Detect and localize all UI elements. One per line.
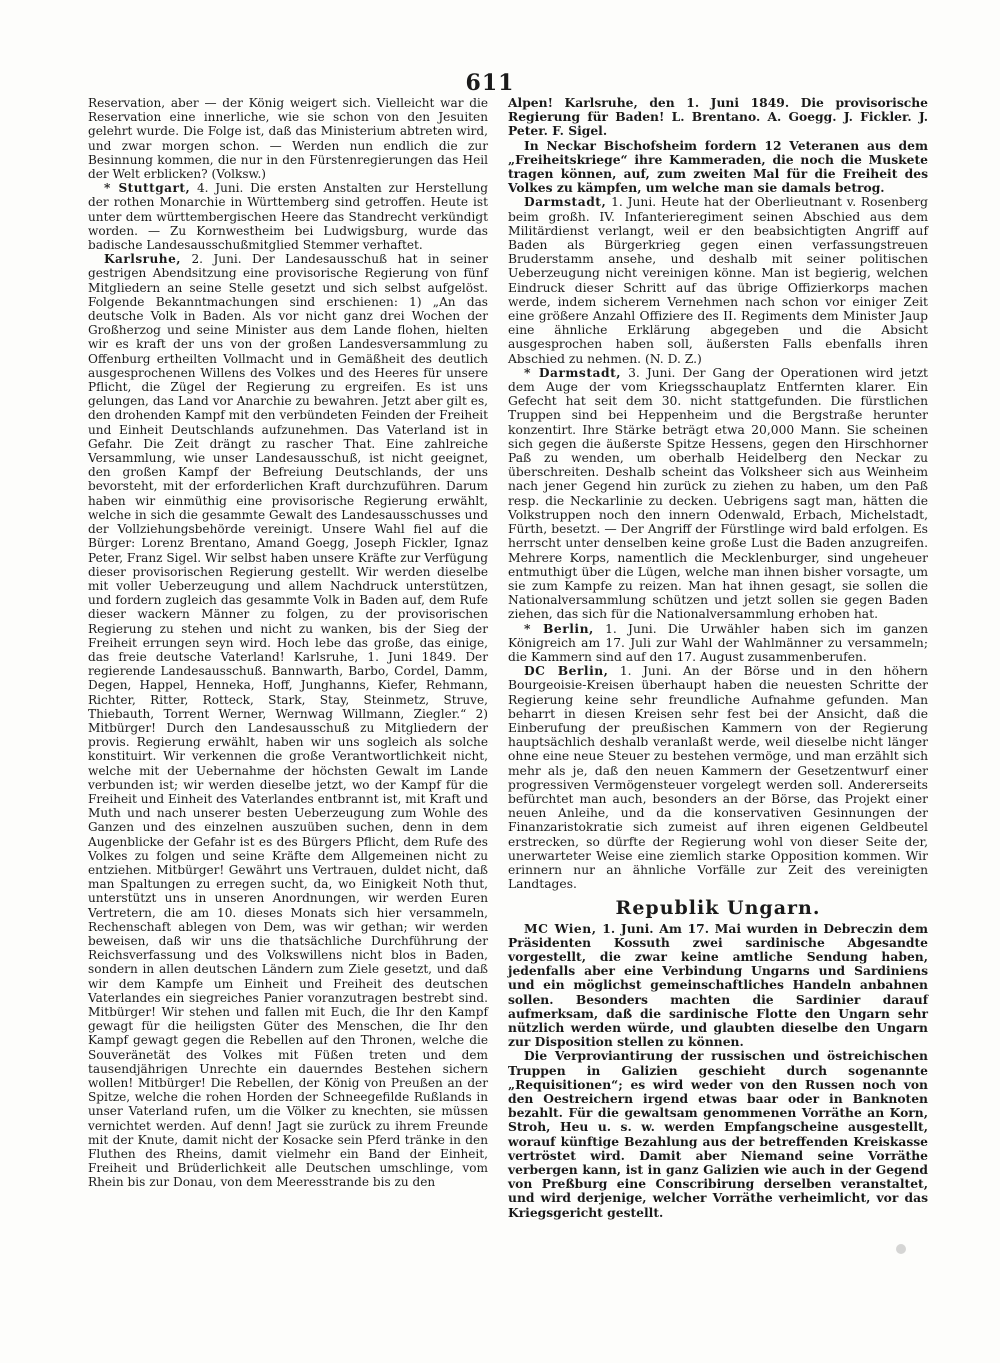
right-column	[508, 96, 928, 1220]
article-paragraph	[508, 366, 928, 622]
source-citation: (N. D. Z.)	[644, 351, 702, 366]
article-paragraph	[508, 96, 928, 139]
article-text: 4. Juni. Die ersten Anstalten zur Herstellung der rothen Monarchie in Württemberg sind getroffen. Heute ist unter dem württembergischen Heere das Standrecht verkündigt worden. — Zu Kornwestheim bei Ludwigsburg, wurde das badische Landesausschußmitglied Stemmer verhaftet.	[88, 181, 489, 253]
article-text: 1. Juni. Am 17. Mai wurden in Debreczin dem Präsidenten Kossuth zwei sardinische Abgesandte vorgestellt, die zwar keine amtliche Sendung haben, jedenfalls aber eine Verbindung Ungarns und Sardiniens und ein möglichst gemeinschaftliches Handeln anbahnen sollen. Besonders machten die Sardinier darauf aufmerksam, daß die sardinische Flotte den Ungarn sehr nützlich werden würde, und glaubten dieselbe den Ungarn zur Disposition stellen zu können.	[508, 920, 928, 1050]
dateline-place: MC Wien,	[524, 920, 597, 936]
dateline-place: * Stuttgart,	[104, 181, 191, 196]
page-number: 611	[465, 70, 515, 96]
article-paragraph	[508, 664, 928, 891]
dateline-place: Darmstadt,	[524, 194, 607, 210]
article-paragraph	[508, 139, 928, 196]
source-citation: (Volksw.)	[211, 167, 267, 182]
article-paragraph	[508, 1049, 928, 1219]
section-title: Republik Ungarn.	[615, 897, 821, 920]
article-text: 3. Juni. Der Gang der Operationen wird jetzt dem Auge der vom Kriegsschauplatz Entfernten klarer. Ein Gefecht hat seit dem 30. nicht stattgefunden. Die fürstlichen Truppen sind bei Heppenheim und die Bergstraße herunter konzentirt. Ihre Stärke beträgt etwa 20,000 Mann. Sie scheinen sich gegen die äußerste Spitze Hessens, gegen den Hirschhorner Paß zu wenden, um oberhalb Heidelberg den Neckar zu überschreiten. Deshalb scheint das Volksheer sich aus Weinheim nach jener Gegend hin zurück zu ziehen zu haben, um den Paß resp. die Neckarlinie zu decken. Uebrigens sagt man, hätten die Volkstruppen noch den innern Odenwald, Erbach, Michelstadt, Fürth, besetzt. — Der Angriff der Fürstlinge wird bald erfolgen. Es herrscht unter denselben keine große Lust die Baden anzugreifen. Mehrere Korps, namentlich die Mecklenburger, sind ungeheuer entmuthigt über die Lügen, welche man ihnen bisher vorsagte, um sie zum Kampfe zu reizen. Man hat ihnen gesagt, sie sollen die Nationalversammlung schützen und jetzt sollen sie gegen Baden ziehen, das sich für die Nationalversammlung erhoben hat.	[508, 365, 928, 622]
article-paragraph	[88, 252, 488, 1189]
article-paragraph	[508, 195, 928, 365]
dateline-place: * Darmstadt,	[524, 364, 622, 380]
article-text: 1. Juni. An der Börse und in den höhern Bourgeoisie-Kreisen überhaupt haben die neuesten Schritte der Regierung keine sehr freundliche Aufnahme gefunden. Man beharrt in diesen Kreisen sehr fest bei der Ansicht, daß die Einberufung der preußischen Kammern von der Regierung hauptsächlich deshalb veranlaßt werde, weil dieselbe nicht länger ohne eine neue Steuer zu bestehen vermöge, und man erzählt sich mehr als je, daß den neuen Kammern der Gesetzentwurf einer progressiven Vermögensteuer vorgelegt werden soll. Andererseits befürchtet man auch, besonders an der Börse, das Projekt einer neuen Anleihe, und da die konservativen Gesinnungen der Finanzaristokratie sich zumeist auf ihren eigenen Geldbeutel erstrecken, so dürfte der Regierung wohl von dieser Seite der, unerwarteter Weise eine ziemlich starke Opposition kommen. Wir erinnern nur an ähnliche Vorfälle zur Zeit des vereinigten Landtages.	[508, 664, 928, 892]
article-paragraph	[508, 922, 928, 1050]
article-paragraph	[508, 622, 928, 665]
article-text: Alpen! Karlsruhe, den 1. Juni 1849. Die provisorische Regierung für Baden! L. Brentano. A. Goegg. J. Fickler. J. Peter. F. Sigel.	[508, 95, 928, 139]
dateline-place: Karlsruhe,	[104, 252, 181, 267]
article-paragraph	[88, 96, 488, 181]
article-text: 1. Juni. Heute hat der Oberlieutnant v. Rosenberg beim großh. IV. Infanterieregiment seinen Abschied aus dem Militärdienst verlangt, weil er den beabsichtigten Angriff auf Baden als Bürgerkrieg gegen einen verfassungstreuen Bruderstamm ansehe, und deshalb mit seiner politischen Ueberzeugung nicht vereinigen könne. Man ist begierig, welchen Eindruck dieser Schritt auf das übrige Offizierkorps machen werde, indem sicherem Vernehmen nach schon vor einiger Zeit eine größere Anzahl Offiziere des II. Regiments dem Minister Jaup eine ähnliche Erklärung abgegeben und die Absicht ausgesprochen haben soll, äußersten Falls ebenfalls ihren Abschied zu nehmen.	[508, 195, 928, 366]
article-paragraph	[88, 181, 488, 252]
article-text: 2. Juni. Der Landesausschuß hat in seiner gestrigen Abendsitzung eine provisorische Regierung von fünf Mitgliedern an seine Stelle gesetzt und sich selbst aufgelöst. Folgende Bekanntmachungen sind erschienen: 1) „An das deutsche Volk in Baden. Als vor nicht ganz drei Wochen der Großherzog und seine Minister aus dem Lande flohen, hielten wir es kraft der uns von der großen Landesversammlung zu Offenburg ertheilten Vollmacht und in Gemäßheit des deutlich ausgesprochenen Willens des Volkes und des Heeres für unsere Pflicht, die Zügel der Regierung zu ergreifen. Es ist uns gelungen, das Land vor Anarchie zu bewahren. Jetzt aber gilt es, den drohenden Kampf mit den verbündeten Feinden der Freiheit und Einheit Deutschlands aufzunehmen. Das Vaterland ist in Gefahr. Die Zeit drängt zu rascher That. Eine zahlreiche Versammlung, wie unser Landesausschuß, ist nicht geeignet, den großen Kampf der Befreiung Deutschlands, der uns bevorsteht, mit der erforderlichen Kraft durchzuführen. Darum haben wir einmüthig eine provisorische Regierung erwählt, welche in sich die gesammte Gewalt des Landesausschusses und der Vollziehungsbehörde vereinigt. Unsere Wahl fiel auf die Bürger: Lorenz Brentano, Amand Goegg, Joseph Fickler, Ignaz Peter, Franz Sigel. Wir selbst haben unsere Kräfte zur Verfügung dieser provisorischen Regierung gestellt. Wir werden dieselbe mit voller Ueberzeugung und allem Nachdruck unterstützen, und fordern zugleich das gesammte Volk in Baden auf, dem Rufe dieser wackern Männer zu folgen, zu der provisorischen Regierung zu stehen und nicht zu wanken, bis der Sieg der Freiheit errungen seyn wird. Hoch lebe das große, das einige, das freie deutsche Vaterland! Karlsruhe, 1. Juni 1849. Der regierende Landesausschuß. Bannwarth, Barbo, Cordel, Damm, Degen, Happel, Henneka, Hoff, Junghanns, Kiefer, Rehmann, Richter, Ritter, Rotteck, Stark, Stay, Steinmetz, Struve, Thiebauth, Torrent Werner, Wernwag Willmann, Ziegler.“ 2) Mitbürger! Durch den Landesausschuß zu Mitgliedern der provis. Regierung erwählt, haben wir uns sogleich als solche konstituirt. Wir verkennen die große Verantwortlichkeit nicht, welche mit der Uebernahme der höchsten Gewalt im Lande verbunden ist; wir werden dieselbe jetzt, wo der Kampf für die Freiheit und Einheit des Vaterlandes entbrannt ist, mit Kraft und Muth und nach unserer besten Ueberzeugung zum Wohle des Ganzen und des einzelnen auszuüben suchen, denn in dem Augenblicke der Gefahr ist es des Bürgers Pflicht, dem Rufe des Volkes zu folgen und seine Kräfte dem Allgemeinen nicht zu entziehen. Mitbürger! Gewährt uns Vertrauen, duldet nicht, daß man Spaltungen zu erregen sucht, da, wo Einigkeit Noth thut, unterstützt uns in unseren Anordnungen, wir werden Euren Vertretern, die am 10. dieses Monats sich hier versammeln, Rechenschaft ablegen von Dem, was wir gethan; wir werden beweisen, daß wir uns die thatsächliche Durchführung der Reichsverfassung und des Volkswillens nicht blos in Baden, sondern in allen deutschen Ländern zum Ziele gesetzt, und daß wir dem Kampfe um Einheit und Freiheit des deutschen Vaterlandes ein siegreiches Panier voranzutragen bestrebt sind. Mitbürger! Wir stehen und fallen mit Euch, die Ihr den Kampf gewagt für die heiligsten Güter des Menschen, die Ihr den Kampf gewagt gegen die Rebellen auf den Thronen, welche die Souveränetät des Volkes mit Füßen treten und dem tausendjährigen Unrechte ein dauerndes Bestehen sichern wollen! Mitbürger! Die Rebellen, der König von Preußen an der Spitze, welche die rohen Horden der Schneegefilde Rußlands in unser Vaterland rufen, um die Völker zu knechten, sie müssen vernichtet werden. Auf denn! Jagt sie zurück zu ihrem Freunde mit der Knute, damit nicht der Kosacke sein Pferd tränke in den Fluthen des Rheins, damit vielmehr ein Band der Einheit, Freiheit und Brüderlichkeit alle Deutschen umschlinge, vom Rhein bis zur Donau, von dem Meeresstrande bis zu den	[88, 252, 488, 1190]
ink-blot-mark	[896, 1244, 906, 1254]
article-text: In Neckar Bischofsheim fordern 12 Veteranen aus dem „Freiheitskriege“ ihre Kammeraden, die noch die Muskete tragen können, auf, zum zweiten Mal für die Freiheit des Volkes zu kämpfen, um welche man sie damals betrog.	[508, 137, 928, 196]
dateline-place: * Berlin,	[524, 620, 594, 636]
article-text: Die Verproviantirung der russischen und östreichischen Truppen in Galizien geschieht durch sogenannte „Requisitionen“; es wird weder von den Russen noch von den Oestreichern irgend etwas baar oder in Banknoten bezahlt. Für die gewaltsam genommenen Vorräthe an Korn, Stroh, Heu u. s. w. werden Empfangscheine ausgestellt, worauf künftige Bezahlung aus der betreffenden Kreiskasse vertröstet wird. Damit aber Niemand seine Vorräthe verbergen kann, ist in ganz Galizien wie auch in der Gegend von Preßburg eine Conscribirung derselben veranstaltet, und wird derjenige, welcher Vorräthe verheimlicht, vor das Kriegsgericht gestellt.	[508, 1048, 928, 1220]
dateline-place: DC Berlin,	[524, 663, 609, 679]
article-text: 1. Juni. Die Urwähler haben sich im ganzen Königreich am 17. Juli zur Wahl der Wahlmänner zu versammeln; die Kammern sind auf den 17. August zusammenberufen.	[508, 621, 928, 664]
left-column	[88, 96, 488, 1190]
article-text: Reservation, aber — der König weigert sich. Vielleicht war die Reservation eine innerliche, wie sie schon von den Jesuiten gelehrt wurde. Die Folge ist, daß das Ministerium abtreten wird, und zwar morgen schon. — Werden nun endlich die zur Besinnung kommen, die nur in den Fürstenregierungen das Heil der Welt erblicken?	[88, 96, 488, 182]
